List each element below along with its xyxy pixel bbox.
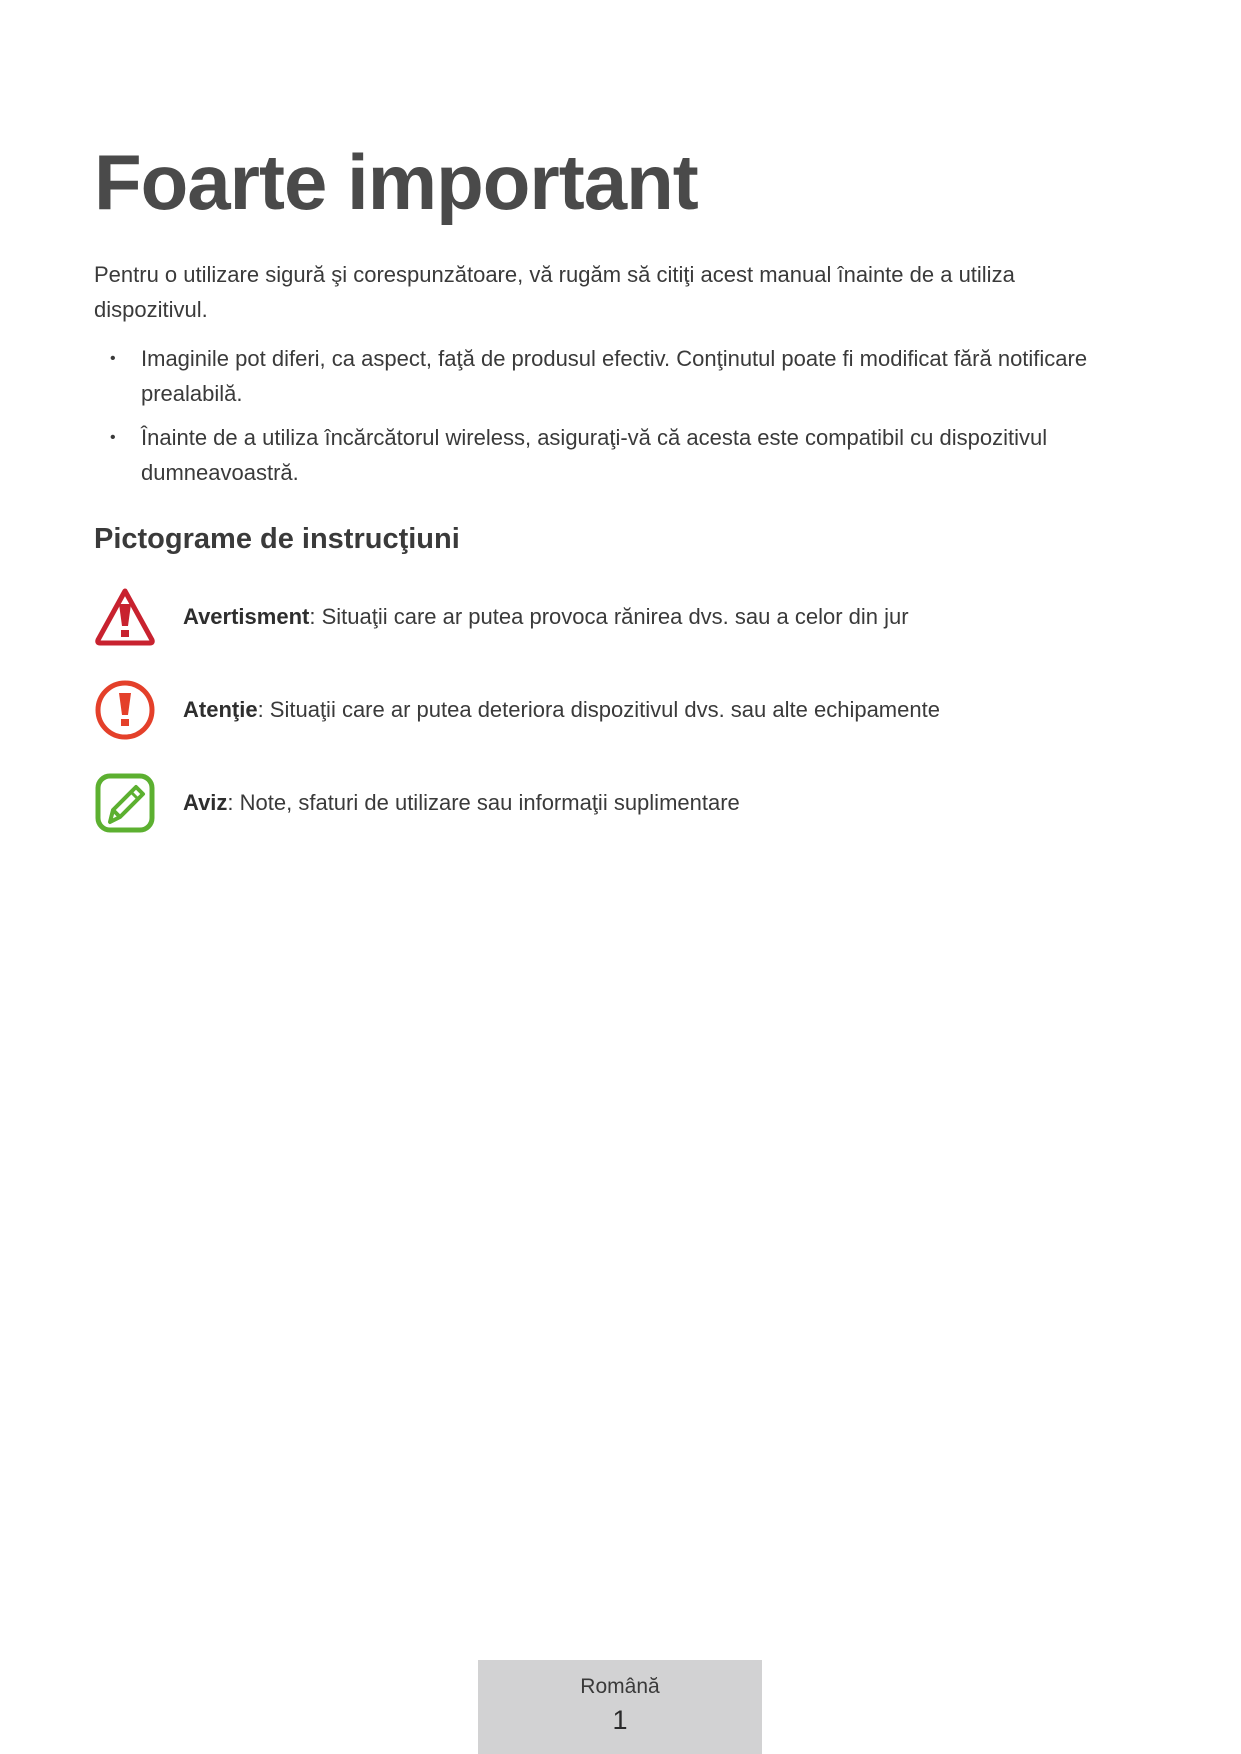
section-heading: Pictograme de instrucţiuni: [94, 523, 460, 555]
intro-paragraph: Pentru o utilizare sigură şi corespunzătoare, vă rugăm să citiţi acest manual înainte de a utiliza dispozitivul.: [94, 262, 1015, 322]
page-title: Foarte important: [94, 138, 698, 226]
list-item: [94, 420, 1134, 490]
warning-triangle-icon: [94, 586, 156, 648]
notice-pencil-icon: [94, 772, 156, 834]
warning-row: [94, 586, 1134, 648]
warning-text: Situaţii care ar putea provoca rănirea dvs. sau a celor din jur: [321, 604, 909, 629]
warning-separator: :: [309, 604, 322, 629]
caution-text: Situaţii care ar putea deteriora dispozitivul dvs. sau alte echipamente: [269, 697, 940, 722]
notice-term: Aviz: [183, 790, 228, 815]
notice-separator: :: [227, 790, 240, 815]
list-item: [94, 341, 1134, 411]
caution-term: Atenţie: [183, 697, 258, 722]
bullet-text: Imaginile pot diferi, ca aspect, faţă de produsul efectiv. Conţinutul poate fi modificat fără notificare prealabilă.: [141, 346, 1088, 406]
page-number: 1: [612, 1705, 628, 1735]
warning-description: [183, 602, 909, 632]
warning-term: Avertisment: [183, 604, 310, 629]
caution-circle-icon: [94, 679, 156, 741]
notice-row: [94, 772, 1134, 834]
bullet-marker: •: [110, 350, 116, 367]
bullet-marker: •: [110, 429, 116, 446]
caution-description: [183, 695, 940, 725]
footer-language: Română: [580, 1675, 660, 1698]
bullet-list: [94, 341, 1134, 499]
page-footer: [478, 1660, 762, 1754]
notice-text: Note, sfaturi de utilizare sau informaţii suplimentare: [239, 790, 740, 815]
bullet-text: Înainte de a utiliza încărcătorul wireless, asiguraţi-vă că acesta este compatibil cu dispozitivul dumneavoastră.: [141, 425, 1048, 485]
notice-description: [183, 788, 740, 818]
caution-row: [94, 679, 1134, 741]
caution-separator: :: [257, 697, 270, 722]
